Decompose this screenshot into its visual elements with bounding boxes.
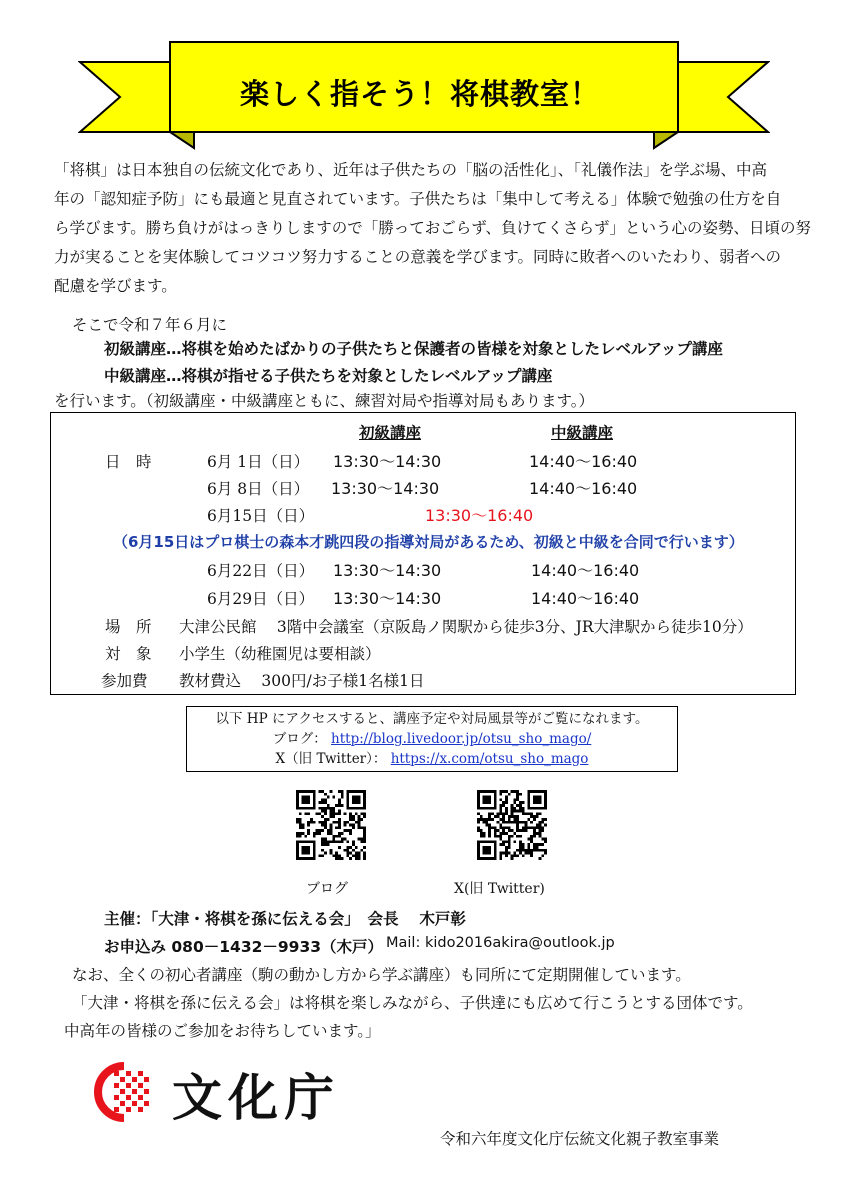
- footer-note-line: 中高年の皆様のご参加をお待ちしています。」: [64, 1022, 381, 1040]
- schedule-beginner-time: 13:30〜14:30: [333, 589, 442, 608]
- beginner-course-desc: 初級講座…将棋を始めたばかりの子供たちと保護者の皆様を対象としたレベルアップ講座: [104, 340, 723, 358]
- intermediate-course-desc: 中級講座…将棋が指せる子供たちを対象としたレベルアップ講座: [104, 367, 553, 385]
- bunkacho-logo-icon: [84, 1062, 164, 1122]
- schedule-date: 6月29日（日）: [207, 590, 315, 608]
- footer-note-line: 「大津・将棋を孫に伝える会」は将棋を楽しみながら、子供達にも広めて行こうとする団体です。: [72, 994, 753, 1012]
- fee-label: 参加費: [101, 672, 148, 690]
- contact-email: Mail: kido2016akira@outlook.jp: [386, 935, 615, 951]
- page-title: 楽しく指そう！将棋教室！: [239, 77, 600, 111]
- schedule-date: 6月 8日（日）: [207, 480, 310, 498]
- blog-label: ブログ：: [272, 731, 327, 747]
- intro-line: 年の「認知症予防」にも最適と見直されています。子供たちは「集中して考える」体験で勉強の仕方を自: [54, 190, 782, 208]
- schedule-date: 6月15日（日）: [207, 507, 315, 525]
- schedule-beginner-time: 13:30〜14:30: [333, 561, 442, 580]
- target-value: 小学生（幼稚園児は要相談）: [179, 645, 381, 663]
- intro-paragraph: [54, 156, 812, 301]
- intro-line: ら学びます。勝ち負けがはっきりしますので「勝っておごらず、負けてくさらず」という心の姿勢、日頃の努: [54, 219, 812, 237]
- schedule-box: [50, 412, 796, 695]
- fee-value: 教材費込 300円/お子様1名様1日: [179, 672, 425, 690]
- blog-row: [187, 729, 677, 749]
- closing-line: を行います。（初級講座・中級講座ともに、練習対局や指導対局もあります。）: [54, 392, 595, 410]
- x-qr-caption: X(旧 Twitter): [454, 881, 545, 897]
- x-link[interactable]: https://x.com/otsu_sho_mago: [390, 751, 589, 767]
- place-value: 大津公民館 3階中会議室（京阪島ノ関駅から徒歩3分、JR大津駅から徒歩10分）: [179, 618, 753, 636]
- schedule-intermediate-time: 14:40〜16:40: [531, 589, 640, 608]
- schedule-intermediate-time: 14:40〜16:40: [529, 452, 638, 471]
- apply-phone: お申込み 080－1432－9933（木戸）: [104, 938, 384, 956]
- footer-note-line: なお、全くの初心者講座（駒の動かし方から学ぶ講座）も同所にて定期開催しています。: [72, 966, 691, 984]
- program-name: 令和六年度文化庁伝統文化親子教室事業: [440, 1130, 720, 1148]
- schedule-beginner-time: 13:30〜14:30: [333, 452, 442, 471]
- datetime-label: 日 時: [105, 453, 152, 471]
- organizer-line: 主催：「大津・将棋を孫に伝える会」 会長 木戸彰: [104, 910, 466, 928]
- schedule-intermediate-time: 14:40〜16:40: [529, 479, 638, 498]
- homepage-intro: 以下 HP にアクセスすると、講座予定や対局風景等がご覧になれます。: [215, 711, 649, 727]
- target-label: 対 象: [105, 645, 152, 663]
- schedule-joint-time: 13:30〜16:40: [425, 506, 534, 525]
- schedule-date: 6月22日（日）: [207, 562, 315, 580]
- schedule-date: 6月 1日（日）: [207, 453, 310, 471]
- joint-session-note: （6月15日はプロ棋士の森本才跳四段の指導対局があるため、初級と中級を合同で行います）: [113, 533, 744, 551]
- x-label: X（旧 Twitter）：: [275, 751, 387, 767]
- schedule-beginner-time: 13:30〜14:30: [331, 479, 440, 498]
- homepage-box: [186, 706, 678, 772]
- blog-qr-caption: ブログ: [306, 881, 348, 897]
- then-line: そこで令和７年６月に: [72, 316, 228, 334]
- schedule-intermediate-time: 14:40〜16:40: [531, 561, 640, 580]
- intro-line: 力が実ることを実体験してコツコツ努力することの意義を学びます。同時に敗者へのいたわり、弱者への: [54, 248, 781, 266]
- intro-line: 「将棋」は日本独自の伝統文化であり、近年は子供たちの「脳の活性化」、「礼儀作法」を学ぶ場、中高: [54, 161, 768, 179]
- x-qr-code: [477, 790, 547, 860]
- blog-qr-code: [296, 790, 366, 860]
- header-intermediate: 中級講座: [551, 424, 614, 442]
- blog-link[interactable]: http://blog.livedoor.jp/otsu_sho_mago/: [331, 731, 592, 747]
- bunkacho-logo-text: 文化庁: [172, 1068, 340, 1127]
- place-label: 場 所: [105, 618, 152, 636]
- x-row: [187, 749, 677, 769]
- intro-line: 配慮を学びます。: [54, 277, 177, 295]
- header-beginner: 初級講座: [359, 424, 422, 442]
